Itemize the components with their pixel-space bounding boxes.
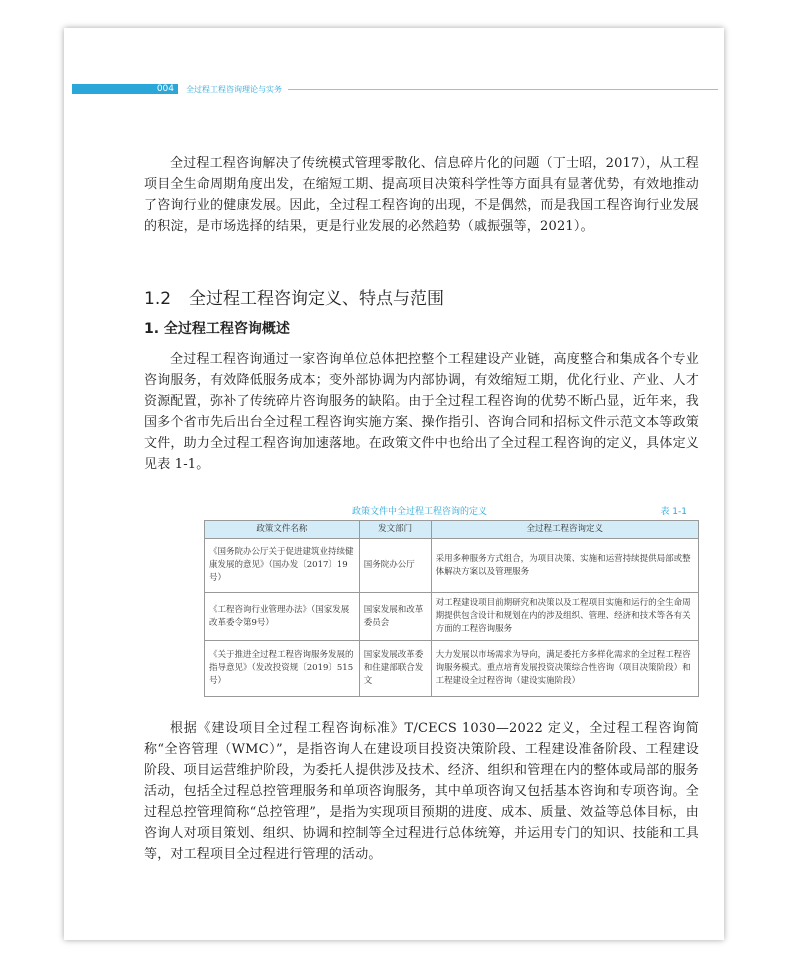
header-rule [288, 89, 718, 90]
subsection-heading: 1. 全过程工程咨询概述 [144, 321, 290, 337]
policy-name-cell: 《关于推进全过程工程咨询服务发展的指导意见》（发改投资规〔2019〕515号） [205, 641, 360, 697]
paragraph-overview: 全过程工程咨询通过一家咨询单位总体把控整个工程建设产业链，高度整合和集成各个专业咨询服务，有效降低服务成本；变外部协调为内部协调，有效缩短工期，优化行业、产业、人才资源配置，弥补了传统碎片咨询服务的缺陷。由于全过程工程咨询的优势不断凸显，近年来，我国多个省市先后出台全过程工程咨询实施方案、操作指引、咨询合同和招标文件示范文本等政策文件，助力全过程工程咨询加速落地。在政策文件中也给出了全过程工程咨询的定义，具体定义见表 1-1。 [144, 352, 699, 472]
department-cell: 国务院办公厅 [359, 539, 431, 593]
paragraph-standard-definition: 根据《建设项目全过程工程咨询标准》T/CECS 1030—2022 定义，全过程工程咨询简称“全咨管理（WMC）”，是指咨询人在建设项目投资决策阶段、工程建设准备阶段、工程建设阶段、项目运营维护阶段，为委托人提供涉及技术、经济、组织和管理在内的整体或局部的服务活动，包括全过程总控管理服务和单项咨询服务，其中单项咨询又包括基本咨询和专项咨询。全过程总控管理简称“总控管理”，是指为实现项目预期的进度、成本、质量、效益等总体目标，由咨询人对项目策划、组织、协调和控制等全过程进行总体统筹，并运用专门的知识、技能和工具等，对工程项目全过程进行管理的活动。 [144, 721, 699, 862]
definition-cell: 采用多种服务方式组合，为项目决策、实施和运营持续提供局部或整体解决方案以及管理服务 [431, 539, 698, 593]
table-row [205, 539, 699, 593]
section-heading [144, 284, 444, 309]
table-header-cell: 全过程工程咨询定义 [431, 521, 698, 539]
header-accent-block [72, 84, 178, 94]
running-header [72, 84, 718, 94]
table-caption [204, 502, 699, 518]
table-row [205, 593, 699, 641]
running-title: 全过程工程咨询理论与实务 [186, 84, 282, 94]
table-header-cell: 政策文件名称 [205, 521, 360, 539]
definition-cell: 大力发展以市场需求为导向，满足委托方多样化需求的全过程工程咨询服务模式。重点培育发展投资决策综合性咨询（项目决策阶段）和工程建设全过程咨询（建设实施阶段） [431, 641, 698, 697]
page-number: 004 [156, 84, 174, 94]
section-title: 全过程工程咨询定义、特点与范围 [189, 289, 445, 309]
definition-cell: 对工程建设项目前期研究和决策以及工程项目实施和运行的全生命周期提供包含设计和规划在内的涉及组织、管理、经济和技术等各有关方面的工程咨询服务 [431, 593, 698, 641]
department-cell: 国家发展和改革委员会 [359, 593, 431, 641]
department-cell: 国家发展改革委和住建部联合发文 [359, 641, 431, 697]
table-header-cell: 发文部门 [359, 521, 431, 539]
table-number: 表 1-1 [660, 507, 687, 517]
policy-name-cell: 《国务院办公厅关于促进建筑业持续健康发展的意见》（国办发〔2017〕19号） [205, 539, 360, 593]
paragraph-intro: 全过程工程咨询解决了传统模式管理零散化、信息碎片化的问题（丁士昭，2017），从工程项目全生命周期角度出发，在缩短工期、提高项目决策科学性等方面具有显著优势，有效地推动了咨询行业的健康发展。因此，全过程工程咨询的出现，不是偶然，而是我国工程咨询行业发展的积淀，是市场选择的结果，更是行业发展的必然趋势（戚振强等，2021）。 [144, 156, 699, 234]
section-number: 1.2 [144, 289, 172, 309]
policy-name-cell: 《工程咨询行业管理办法》（国家发展改革委令第9号） [205, 593, 360, 641]
table-row [205, 641, 699, 697]
book-page [64, 28, 724, 940]
table-header-row [205, 521, 699, 539]
table-caption-title: 政策文件中全过程工程咨询的定义 [352, 507, 488, 517]
definition-table [204, 520, 699, 697]
